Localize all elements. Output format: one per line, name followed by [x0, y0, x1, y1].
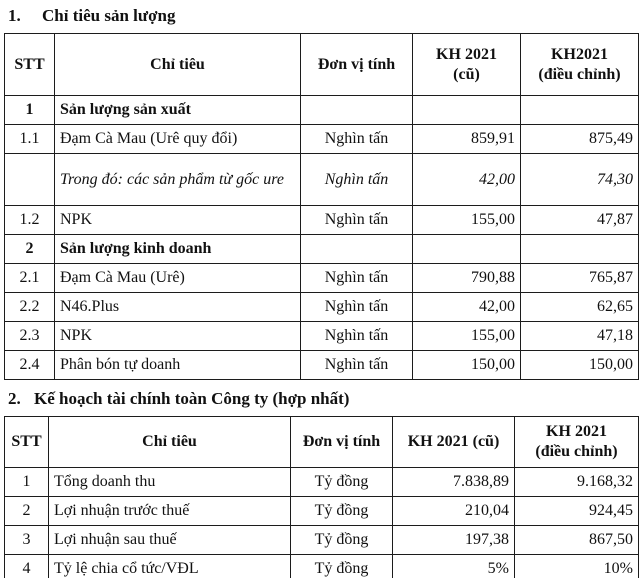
- cell-stt: 1.1: [5, 125, 55, 154]
- cell-unit: Tỷ đồng: [291, 467, 393, 496]
- cell-unit: Nghìn tấn: [301, 293, 413, 322]
- cell-label: Sản lượng sản xuất: [55, 96, 301, 125]
- cell-unit: Nghìn tấn: [301, 154, 413, 206]
- table-row: [5, 235, 639, 264]
- cell-stt: 1.2: [5, 206, 55, 235]
- table-row: [5, 154, 639, 206]
- cell-old-value: 42,00: [413, 293, 521, 322]
- financial-plan-table: [4, 416, 639, 578]
- cell-adjusted-value: 924,45: [515, 496, 639, 525]
- cell-stt: 2: [5, 496, 49, 525]
- cell-label: N46.Plus: [55, 293, 301, 322]
- cell-label: Tỷ lệ chia cổ tức/VĐL: [49, 554, 291, 578]
- section2-heading: [8, 389, 638, 409]
- cell-adjusted-value: 150,00: [521, 351, 639, 380]
- table-row: [5, 525, 639, 554]
- cell-unit: [301, 96, 413, 125]
- cell-unit: Tỷ đồng: [291, 554, 393, 578]
- col-header-kh2021-adjusted-line2: (điều chỉnh): [538, 65, 621, 83]
- cell-adjusted-value: 875,49: [521, 125, 639, 154]
- cell-old-value: [413, 235, 521, 264]
- cell-unit: Nghìn tấn: [301, 322, 413, 351]
- cell-stt: 1: [5, 96, 55, 125]
- table-row: [5, 125, 639, 154]
- table-row: [5, 264, 639, 293]
- col-header-chitieu: Chỉ tiêu: [49, 416, 291, 467]
- cell-old-value: 210,04: [393, 496, 515, 525]
- table-row: [5, 554, 639, 578]
- cell-label: Lợi nhuận sau thuế: [49, 525, 291, 554]
- cell-stt: 4: [5, 554, 49, 578]
- cell-adjusted-value: [521, 235, 639, 264]
- section1-number: 1.: [8, 6, 21, 25]
- cell-old-value: 155,00: [413, 322, 521, 351]
- cell-stt: 2.4: [5, 351, 55, 380]
- col-header-kh2021-adjusted: [521, 34, 639, 96]
- table-row: [5, 293, 639, 322]
- cell-label: Trong đó: các sản phẩm từ gốc ure: [55, 154, 301, 206]
- col-header-kh2021-old-line1: KH 2021: [436, 45, 497, 63]
- cell-stt: 2.2: [5, 293, 55, 322]
- table-header-row: [5, 34, 639, 96]
- col-header-kh2021-old: KH 2021 (cũ): [393, 416, 515, 467]
- col-header-stt: STT: [5, 416, 49, 467]
- cell-adjusted-value: 47,87: [521, 206, 639, 235]
- cell-unit: Tỷ đồng: [291, 496, 393, 525]
- cell-unit: [301, 235, 413, 264]
- cell-adjusted-value: 74,30: [521, 154, 639, 206]
- table-row: [5, 351, 639, 380]
- cell-unit: Nghìn tấn: [301, 351, 413, 380]
- cell-old-value: 790,88: [413, 264, 521, 293]
- section1-title: Chỉ tiêu sản lượng: [42, 6, 176, 25]
- col-header-chitieu: Chỉ tiêu: [55, 34, 301, 96]
- col-header-kh2021-old-line2: (cũ): [453, 65, 480, 83]
- cell-label: Phân bón tự doanh: [55, 351, 301, 380]
- cell-unit: Nghìn tấn: [301, 125, 413, 154]
- table-header-row: [5, 416, 639, 467]
- cell-label: Đạm Cà Mau (Urê): [55, 264, 301, 293]
- table-row: [5, 206, 639, 235]
- cell-adjusted-value: 62,65: [521, 293, 639, 322]
- cell-adjusted-value: 765,87: [521, 264, 639, 293]
- col-header-kh2021-adjusted: [515, 416, 639, 467]
- cell-old-value: 859,91: [413, 125, 521, 154]
- cell-unit: Nghìn tấn: [301, 264, 413, 293]
- col-header-kh2021-old: [413, 34, 521, 96]
- section1-heading: [8, 6, 638, 26]
- section2-title: Kế hoạch tài chính toàn Công ty (hợp nhất): [34, 389, 350, 409]
- table-row: [5, 467, 639, 496]
- cell-stt: 2: [5, 235, 55, 264]
- cell-adjusted-value: 9.168,32: [515, 467, 639, 496]
- table-row: [5, 322, 639, 351]
- cell-label: Đạm Cà Mau (Urê quy đổi): [55, 125, 301, 154]
- cell-stt: 3: [5, 525, 49, 554]
- col-header-stt: STT: [5, 34, 55, 96]
- cell-old-value: 197,38: [393, 525, 515, 554]
- cell-stt: [5, 154, 55, 206]
- production-targets-table: [4, 33, 639, 380]
- col-header-unit: Đơn vị tính: [291, 416, 393, 467]
- cell-old-value: 155,00: [413, 206, 521, 235]
- section2-number: 2.: [8, 389, 21, 409]
- cell-label: Sản lượng kinh doanh: [55, 235, 301, 264]
- cell-old-value: 7.838,89: [393, 467, 515, 496]
- table-row: [5, 496, 639, 525]
- cell-adjusted-value: 867,50: [515, 525, 639, 554]
- cell-stt: 2.3: [5, 322, 55, 351]
- cell-old-value: 42,00: [413, 154, 521, 206]
- col-header-unit: Đơn vị tính: [301, 34, 413, 96]
- col-header-kh2021-adjusted-line2: (điều chỉnh): [535, 442, 618, 460]
- cell-stt: 2.1: [5, 264, 55, 293]
- cell-old-value: 5%: [393, 554, 515, 578]
- cell-adjusted-value: [521, 96, 639, 125]
- cell-adjusted-value: 47,18: [521, 322, 639, 351]
- cell-label: Lợi nhuận trước thuế: [49, 496, 291, 525]
- cell-old-value: 150,00: [413, 351, 521, 380]
- cell-adjusted-value: 10%: [515, 554, 639, 578]
- cell-old-value: [413, 96, 521, 125]
- cell-label: NPK: [55, 322, 301, 351]
- table-row: [5, 96, 639, 125]
- cell-stt: 1: [5, 467, 49, 496]
- cell-unit: Nghìn tấn: [301, 206, 413, 235]
- cell-unit: Tỷ đồng: [291, 525, 393, 554]
- cell-label: NPK: [55, 206, 301, 235]
- col-header-kh2021-adjusted-line1: KH 2021: [546, 422, 607, 440]
- cell-label: Tổng doanh thu: [49, 467, 291, 496]
- col-header-kh2021-adjusted-line1: KH2021: [551, 45, 608, 63]
